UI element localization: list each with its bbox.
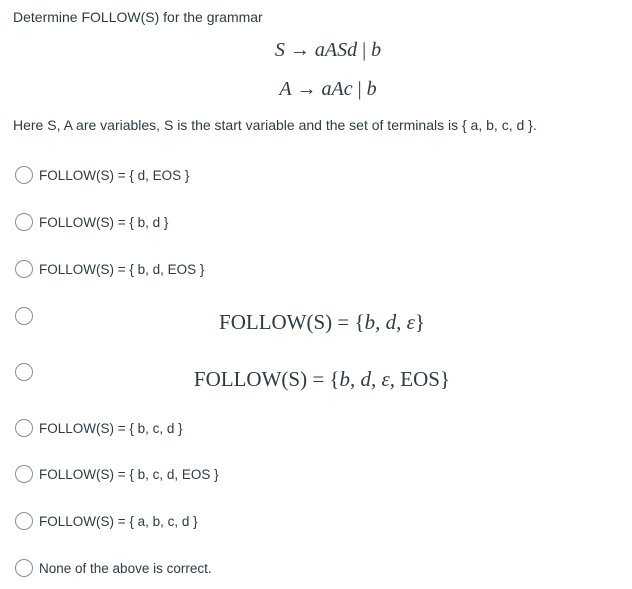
- option-label: FOLLOW(S) = { d, EOS }: [39, 167, 190, 183]
- answer-option-2[interactable]: [15, 211, 168, 233]
- grammar-rule-a: A → aAc | b: [279, 78, 377, 100]
- radio-button[interactable]: [15, 260, 33, 278]
- question-description: Here S, A are variables, S is the start variable and the set of terminals is { a, b, c, d }.: [13, 117, 537, 133]
- option-label: FOLLOW(S) = { b, c, d }: [39, 420, 183, 436]
- option-label: FOLLOW(S) = { b, c, d, EOS }: [39, 466, 219, 482]
- answer-option-7[interactable]: [15, 463, 219, 485]
- radio-button[interactable]: [15, 166, 33, 184]
- option-label: FOLLOW(S) = { a, b, c, d }: [39, 513, 198, 529]
- option-4-math: FOLLOW(S) = {b, d, ε}: [219, 310, 425, 334]
- option-label: FOLLOW(S) = { b, d, EOS }: [39, 261, 205, 277]
- option-label: None of the above is correct.: [39, 560, 212, 576]
- answer-option-9[interactable]: [15, 557, 212, 579]
- grammar-rule-s: S → aASd | b: [274, 39, 382, 61]
- option-label: FOLLOW(S) = { b, d }: [39, 214, 169, 230]
- radio-button[interactable]: [15, 213, 33, 231]
- answer-option-6[interactable]: [15, 417, 183, 439]
- option-5-math: FOLLOW(S) = {b, d, ε, EOS}: [193, 367, 451, 391]
- answer-option-1[interactable]: [15, 164, 189, 186]
- radio-button[interactable]: [15, 559, 33, 577]
- answer-option-8[interactable]: [15, 510, 198, 532]
- answer-option-3[interactable]: [15, 258, 204, 280]
- question-title: Determine FOLLOW(S) for the grammar: [13, 9, 263, 25]
- radio-button[interactable]: [15, 465, 33, 483]
- radio-button[interactable]: [15, 512, 33, 530]
- radio-button[interactable]: [15, 419, 33, 437]
